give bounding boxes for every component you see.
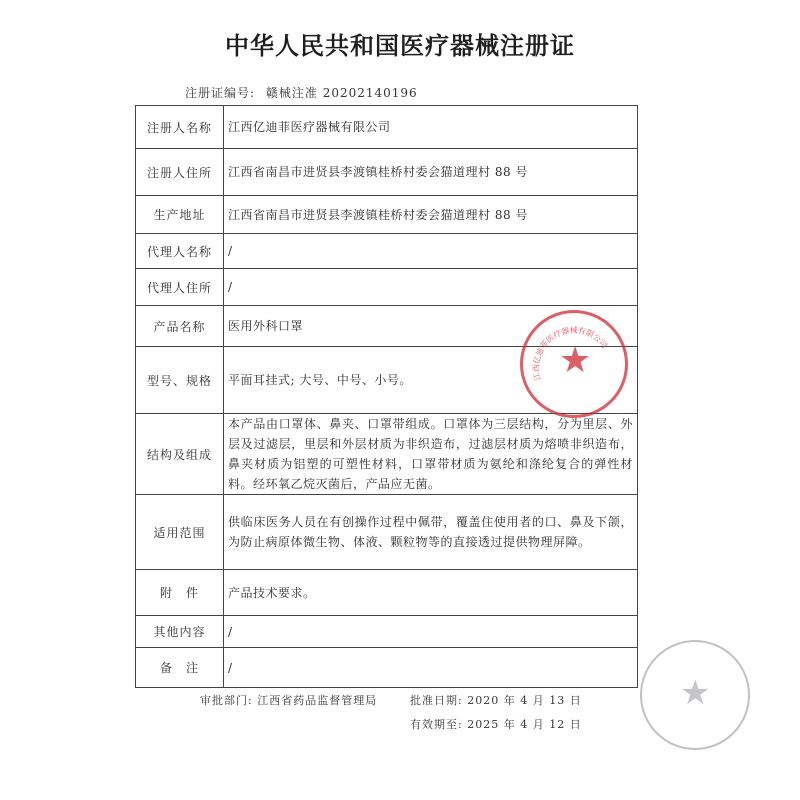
row-label: 注册人住所 bbox=[136, 149, 224, 196]
row-value: / bbox=[224, 234, 638, 269]
table-row bbox=[136, 196, 638, 234]
registration-number-value: 赣械注准 20202140196 bbox=[265, 86, 418, 100]
approval-date-value: 2020 年 4 月 13 日 bbox=[467, 694, 582, 707]
row-value: 供临床医务人员在有创操作过程中佩带，覆盖住使用者的口、鼻及下颌，为防止病原体微生物、体液、颗粒物等的直接透过提供物理屏障。 bbox=[224, 495, 638, 570]
row-label: 注册人名称 bbox=[136, 106, 224, 149]
registration-number bbox=[185, 84, 424, 101]
table-row bbox=[136, 234, 638, 269]
row-label: 适用范围 bbox=[136, 495, 224, 570]
row-label: 代理人名称 bbox=[136, 234, 224, 269]
row-value: / bbox=[224, 269, 638, 306]
row-value: 江西亿迪菲医疗器械有限公司 bbox=[224, 106, 638, 149]
approval-department-label: 审批部门: bbox=[200, 694, 253, 707]
row-value: 江西省南昌市进贤县李渡镇桂桥村委会猫道理村 88 号 bbox=[224, 196, 638, 234]
table-row bbox=[136, 414, 638, 495]
row-label: 型号、规格 bbox=[136, 347, 224, 414]
table-row bbox=[136, 149, 638, 196]
table-row bbox=[136, 269, 638, 306]
certificate-title: 中华人民共和国医疗器械注册证 bbox=[225, 31, 575, 60]
approval-department-value: 江西省药品监督管理局 bbox=[257, 694, 378, 707]
row-value: 医用外科口罩 bbox=[224, 306, 638, 347]
row-label: 其他内容 bbox=[136, 616, 224, 648]
star-icon: ★ bbox=[559, 340, 592, 381]
registration-number-label: 注册证编号: bbox=[185, 86, 256, 100]
certificate-table bbox=[135, 105, 638, 688]
valid-until-label: 有效期至: bbox=[410, 718, 463, 731]
row-label: 结构及组成 bbox=[136, 414, 224, 495]
valid-until bbox=[410, 716, 582, 732]
authority-seal bbox=[640, 640, 750, 750]
table-row bbox=[136, 106, 638, 149]
row-value: 平面耳挂式; 大号、中号、小号。 bbox=[224, 347, 638, 414]
table-row bbox=[136, 648, 638, 688]
row-label: 产品名称 bbox=[136, 306, 224, 347]
approval-date bbox=[410, 692, 582, 708]
row-label: 备 注 bbox=[136, 648, 224, 688]
row-value: / bbox=[224, 648, 638, 688]
valid-until-value: 2025 年 4 月 12 日 bbox=[467, 718, 582, 731]
row-value: / bbox=[224, 616, 638, 648]
company-seal-text: 江西亿迪菲医疗器械有限公司 bbox=[531, 325, 610, 382]
row-value: 本产品由口罩体、鼻夹、口罩带组成。口罩体为三层结构，分为里层、外层及过滤层，里层和外层材质为非织造布，过滤层材质为熔喷非织造布，鼻夹材质为铝塑的可塑性材料，口罩带材质为氨纶和涤纶复合的弹性材料。经环氧乙烷灭菌后，产品应无菌。 bbox=[224, 414, 638, 495]
star-icon: ★ bbox=[680, 673, 711, 713]
table-row bbox=[136, 495, 638, 570]
approval-department bbox=[200, 692, 377, 708]
table-row bbox=[136, 570, 638, 616]
table-row bbox=[136, 616, 638, 648]
approval-date-label: 批准日期: bbox=[410, 694, 463, 707]
row-label: 生产地址 bbox=[136, 196, 224, 234]
row-value: 江西省南昌市进贤县李渡镇桂桥村委会猫道理村 88 号 bbox=[224, 149, 638, 196]
table-row bbox=[136, 306, 638, 347]
row-value: 产品技术要求。 bbox=[224, 570, 638, 616]
row-label: 代理人住所 bbox=[136, 269, 224, 306]
table-row bbox=[136, 347, 638, 414]
row-label: 附 件 bbox=[136, 570, 224, 616]
